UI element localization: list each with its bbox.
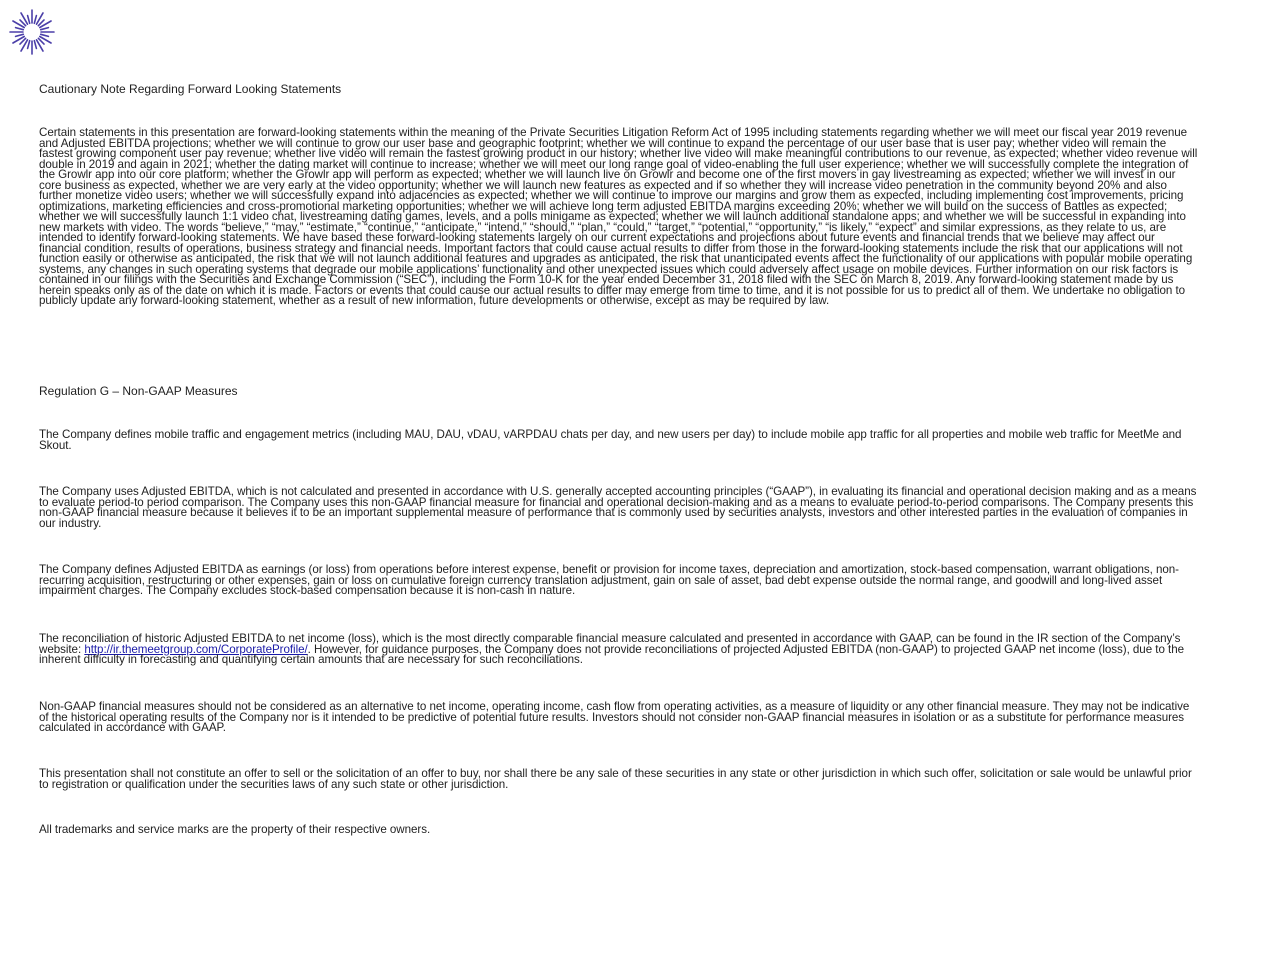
mobile-traffic-paragraph: The Company defines mobile traffic and engagement metrics (including MAU, DAU, vDAU, vARPDAU chats per day, and new users per day) to include mobile app traffic for all properties and mobile web traffic for MeetMe and Skout.: [39, 428, 1182, 452]
ir-website-link[interactable]: http://ir.themeetgroup.com/CorporateProfile/: [84, 642, 308, 656]
no-offer-paragraph: This presentation shall not constitute an offer to sell or the solicitation of an offer to buy, nor shall there be any sale of these securities in any state or other jurisdiction in which such offer, solicitation or sale would be unlawful prior to registration or qualification under the securities laws of any such state or other jurisdiction.: [39, 767, 1192, 791]
adjusted-ebitda-definition-paragraph: The Company defines Adjusted EBITDA as earnings (or loss) from operations before interest expense, benefit or provision for income taxes, depreciation and amortization, stock-based compensation, warrant obligations, non-recurring acquisition, restructuring or other expenses, gain or loss on cumulative foreign currency translation adjustment, gain on sale of asset, bad debt expense outside the normal range, and goodwill and long-lived asset impairment charges. The Company excludes stock-based compensation because it is non-cash in nature.: [39, 563, 1179, 597]
non-gaap-paragraph: Non-GAAP financial measures should not be considered as an alternative to net income, operating income, cash flow from operating activities, as a measure of liquidity or any other financial measure. They may not be indicative of the historical operating results of the Company nor is it intended to be predictive of potential future results. Investors should not consider non-GAAP financial measures in isolation or as a substitute for performance measures calculated in accordance with GAAP.: [39, 700, 1190, 734]
regulation-g-heading: Regulation G – Non-GAAP Measures: [39, 384, 238, 398]
trademarks-paragraph: All trademarks and service marks are the property of their respective owners.: [39, 823, 431, 836]
reconciliation-text-after: . However, for guidance purposes, the Company does not provide reconciliations of projected Adjusted EBITDA (non-GAAP) to projected GAAP net income (loss), due to the inherent difficulty in forecasting and quantifying certain amounts that are necessary for such reconciliations.: [39, 642, 1184, 666]
reconciliation-text-before: The reconciliation of historic Adjusted EBITDA to net income (loss), which is the most directly comparable financial measure calculated and presented in accordance with GAAP, can be found in the IR section of the Company’s website:: [39, 632, 1181, 656]
forward-looking-paragraph: Certain statements in this presentation are forward-looking statements within the meaning of the Private Securities Litigation Reform Act of 1995 including statements regarding whether we will meet our fiscal year 2019 revenue and Adjusted EBITDA projections; whether we will continue to grow our user base and geographic footprint; whether we will continue to expand the percentage of our user base that is user pay; whether video will remain the fastest growing component user pay revenue; whether live video will remain the fastest growing product in our history; whether live video will make meaningful contributions to our revenue, as expected; whether video revenue will double in 2019 and again in 2021; whether the dating market will continue to increase; whether we will meet our long range goal of video-enabling the full user experience; whether we will successfully complete the integration of the Growlr app into our core platform; whether the Growlr app will perform as expected; whether we will launch live on Growlr and become one of the first movers in gay livestreaming as expected; whether we will invest in our core business as expected, whether we are very early at the video opportunity; whether we will launch new features as expected and if so whether they will increase video penetration in the community beyond 20% and also further monetize video users; whether we will successfully expand into adjacencies as expected; whether we will continue to improve our margins and grow them as expected, including implementing cost improvements, pricing optimizations, marketing efficiencies and cross-promotional marketing opportunities; whether we will achieve long term adjusted EBITDA margins exceeding 20%; whether we will build on the success of Battles as expected; whether we will successfully launch 1:1 video chat, livestreaming dating games, levels, and a polls minigame as expected; whether we will launch additional standalone apps; and whether we will be successful in expanding into new markets with video. The words “believe,” “may,” “estimate,” “continue,” “anticipate,” “intend,” “should,” “plan,” “could,” “target,” “potential,” “opportunity,” “is likely,” “expect” and similar expressions, as they relate to us, are intended to identify forward-looking statements. We have based these forward-looking statements largely on our current expectations and projections about future events and financial trends that we believe may affect our financial condition, results of operations, business strategy and financial needs. Important factors that could cause actual results to differ from those in the forward-looking statements include the risk that our applications will not function easily or otherwise as anticipated, the risk that we will not launch additional features and upgrades as anticipated, the risk that unanticipated events affect the functionality of our applications with popular mobile operating systems, any changes in such operating systems that degrade our mobile applications’ functionality and other unexpected issues which could adversely affect usage on mobile devices. Further information on our risk factors is contained in our filings with the Securities and Exchange Commission (“SEC”), including the Form 10-K for the year ended December 31, 2018 filed with the SEC on March 8, 2019. Any forward-looking statement made by us herein speaks only as of the date on which it is made. Factors or events that could cause our actual results to differ may emerge from time to time, and it is not possible for us to predict all of them. We undertake no obligation to publicly update any forward-looking statement, whether as a result of new information, future developments or otherwise, except as may be required by law.: [39, 126, 1198, 307]
starburst-logo-icon: [8, 8, 56, 56]
adjusted-ebitda-use-paragraph: The Company uses Adjusted EBITDA, which is not calculated and presented in accordance with U.S. generally accepted accounting principles (“GAAP”), in evaluating its financial and operational decision making and as a means to evaluate period-to period comparison. The Company uses this non-GAAP financial measure for financial and operational decision-making and as a means to evaluate period-to-period comparisons. The Company presents this non-GAAP financial measure because it believes it to be an important supplemental measure of performance that is commonly used by securities analysts, investors and other interested parties in the evaluation of companies in our industry.: [39, 485, 1197, 530]
reconciliation-paragraph: [39, 634, 1199, 666]
page-title: Cautionary Note Regarding Forward Looking Statements: [39, 82, 342, 96]
